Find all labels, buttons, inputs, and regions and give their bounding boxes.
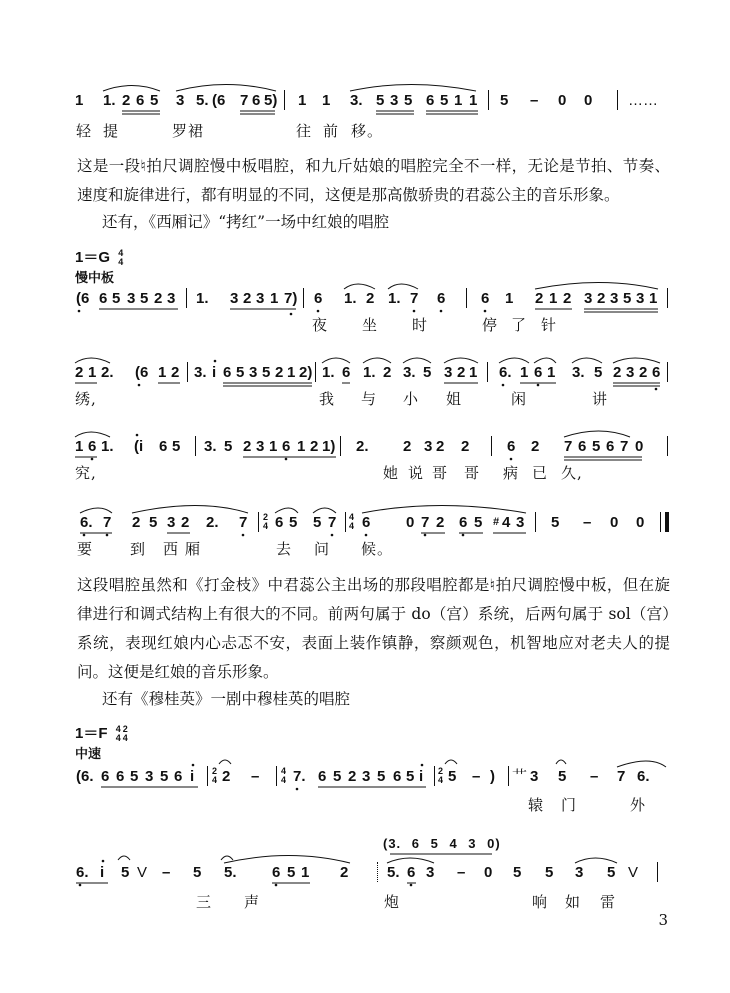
score-3-row-1-notes: (6. 6 6 5 3 5 6 i 2 4 2 – 4 4 7. 6 5 2 3 5 6 5 i 2 4 5 – ) 艹 3 5 – 7 6. — [76, 766, 650, 785]
score-1-notes: 1 1. 2 6 5 3 5. (6 7 6 5) 1 1 3. 5 3 5 6 5 1 1 5 – 0 0 …… — [75, 92, 658, 109]
intro-muguiying: 还有《穆桂英》一剧中穆桂英的唱腔 — [102, 690, 351, 708]
page-number: 3 — [658, 911, 668, 929]
score-3-meter: 4 4 — [115, 724, 121, 744]
score-3-tempo: 中速 — [75, 747, 102, 762]
score-3-row-2-upper: (3. 6 5 4 3 0) — [383, 836, 501, 851]
paragraph-1: 这是一段♮拍尺调腔慢中板唱腔，和九斤姑娘的唱腔完全不一样，无论是节拍、节奏、速度和旋律进行，都有明显的不同，这便是那高傲骄贵的君蕊公主的音乐形象。 — [77, 157, 670, 204]
paragraph-2: 这段唱腔虽然和《打金枝》中君蕊公主出场的那段唱腔都是♮拍尺调腔慢中板，但在旋律进行和调式结构上有很大的不同。前两句属于 do（宫）系统，后两句属于 sol（宫）系统，表现红娘内心忐忑不安，表面上装作镇静，察颜观色，机智地应对老夫人的提问。这便是红娘的音乐形象。 — [77, 576, 670, 681]
score-2-row-1-notes: (6 6 5 3 5 2 3 1. 3 2 3 1 7) 6 1. 2 1. 7 6 6 1 2 1 2 3 2 3 5 3 1 — [0, 291, 730, 325]
score-2-tempo: 慢中板 — [75, 271, 115, 286]
score-3-row-2-notes: 6. i 5 V – 5 5. 6 5 1 2 5. 6 3 – 0 5 5 3 5 V — [0, 865, 730, 899]
score-2-key: 1＝G 4 4 — [75, 248, 124, 268]
score-2-row-4-notes: 6. 7 2 5 3 2 2. 7 2 4 6 5 5 7 4 4 6 0 7 2 6 5 # 4 3 5 – 0 0 — [0, 515, 730, 549]
score-2-row-2-notes: 2 1 2. (6 1 2 3. i 6 5 3 5 2 1 2) 1. 6 1. 2 3. 5 3 2 1 6. 1 6 1 3. 5 2 3 2 6 — [0, 365, 730, 399]
score-2-row-3-notes: 1 6 1. (i 6 5 3. 5 2 3 1 6 1 2 1) 2. 2 3 2 2 6 2 7 6 5 6 7 0 — [0, 439, 730, 473]
score-3-key: 1＝F 4 42 4 — [75, 724, 128, 744]
score-2-meter: 4 4 — [118, 248, 124, 268]
intro-xixiangji: 还有，《西厢记》“拷红”一场中红娘的唱腔 — [102, 213, 390, 231]
